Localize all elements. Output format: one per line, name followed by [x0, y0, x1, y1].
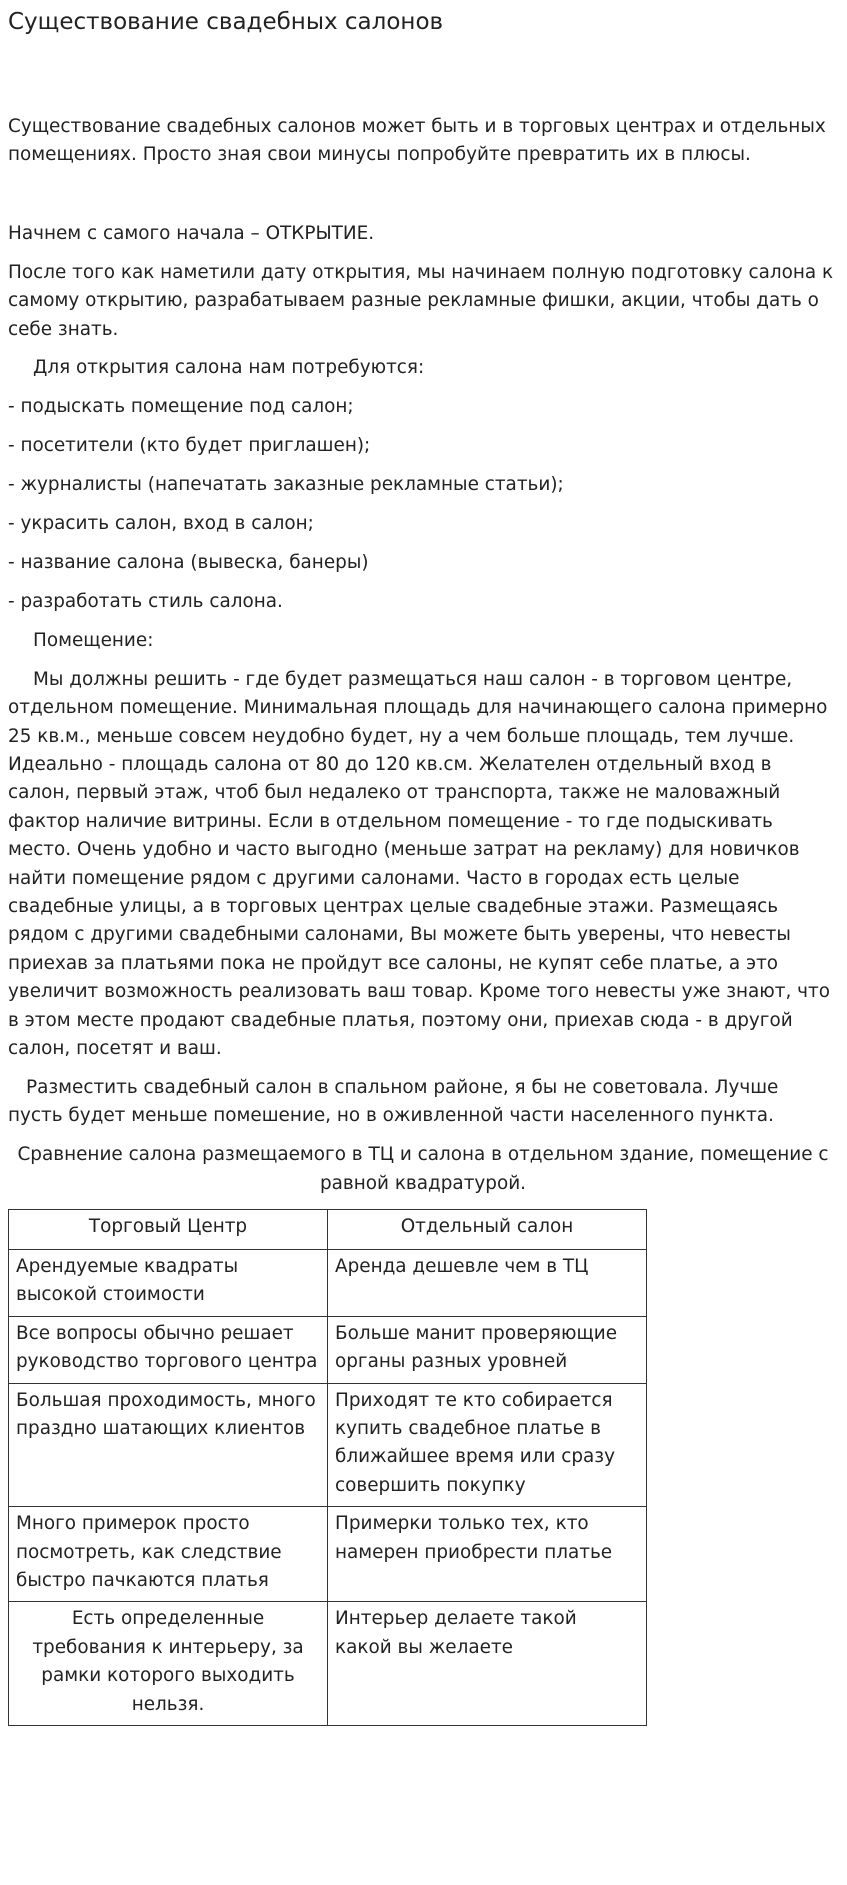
table-cell: Примерки только тех, кто намерен приобрести платье	[328, 1507, 647, 1602]
advice-paragraph: Разместить свадебный салон в спальном районе, я бы не советовала. Лучше пусть будет меньше помешение, но в оживленной части населенного пункта.	[8, 1076, 779, 1127]
needs-list	[8, 393, 838, 616]
premises-heading: Помещение:	[33, 629, 154, 651]
table-header-cell: Отдельный салон	[328, 1209, 647, 1249]
table-row	[9, 1507, 647, 1602]
table-cell: Есть определенные требования к интерьеру, за рамки которого выходить нельзя.	[9, 1602, 328, 1726]
list-item: - подыскать помещение под салон;	[8, 396, 354, 418]
list-item: - разработать стиль салона.	[8, 590, 283, 612]
table-cell: Большая проходимость, много праздно шатающих клиентов	[9, 1383, 328, 1507]
article-title: Существование свадебных салонов	[8, 9, 444, 35]
premises-paragraph: Мы должны решить - где будет размещаться наш салон - в торговом центре, отдельном помещение. Минимальная площадь для начинающего салона примерно 25 кв.м., меньше совсем неудобно будет, ну а чем больше площадь, тем лучше. Идеально - площадь салона от 80 до 120 кв.см. Желателен отдельный вход в салон, первый этаж, чтоб был недалеко от транспорта, также не маловажный фактор наличие витрины. Если в отдельном помещение - то где подыскивать место. Очень удобно и часто выгодно (меньше затрат на рекламу) для новичков найти помещение рядом с другими салонами. Часто в городах есть целые свадебные улицы, а в торговых центрах целые свадебные этажи. Размещаясь рядом с другими свадебными салонами, Вы можете быть уверены, что невесты приехав за платьями пока не пройдут все салоны, не купят себе платье, а это увеличит возможность реализовать ваш товар. Кроме того невесты уже знают, что в этом месте продают свадебные платья, поэтому они, приехав сюда - в другой салон, посетят и ваш.	[8, 668, 831, 1059]
list-item: - журналисты (напечатать заказные рекламные статьи);	[8, 474, 564, 496]
table-cell: Интерьер делаете такой какой вы желаете	[328, 1602, 647, 1726]
list-item: - украсить салон, вход в салон;	[8, 513, 314, 535]
comparison-caption: Сравнение салона размещаемого в ТЦ и салона в отдельном здание, помещение с равной квадратурой.	[17, 1144, 829, 1194]
table-row	[9, 1383, 647, 1507]
table-row	[9, 1249, 647, 1316]
table-row	[9, 1602, 647, 1726]
opening-paragraph: После того как наметили дату открытия, мы начинаем полную подготовку салона к самому открытию, разрабатываем разные рекламные фишки, акции, чтобы дать о себе знать.	[8, 261, 834, 340]
comparison-table	[8, 1209, 647, 1727]
table-header-cell: Торговый Центр	[9, 1209, 328, 1249]
table-header-row	[9, 1209, 647, 1249]
table-row	[9, 1316, 647, 1383]
intro-paragraph: Существование свадебных салонов может быть и в торговых центрах и отдельных помещениях. Просто зная свои минусы попробуйте превратить их в плюсы.	[8, 116, 826, 166]
table-cell: Приходят те кто собирается купить свадебное платье в ближайшее время или сразу совершить покупку	[328, 1383, 647, 1507]
table-cell: Арендуемые квадраты высокой стоимости	[9, 1249, 328, 1316]
table-cell: Больше манит проверяющие органы разных уровней	[328, 1316, 647, 1383]
table-cell: Много примерок просто посмотреть, как следствие быстро пачкаются платья	[9, 1507, 328, 1602]
needs-heading: Для открытия салона нам потребуются:	[33, 357, 425, 379]
list-item: - посетители (кто будет приглашен);	[8, 435, 371, 457]
list-item: - название салона (вывеска, банеры)	[8, 551, 369, 573]
table-cell: Аренда дешевле чем в ТЦ	[328, 1249, 647, 1316]
opening-heading: Начнем с самого начала – ОТКРЫТИЕ.	[8, 222, 375, 244]
table-cell: Все вопросы обычно решает руководство торгового центра	[9, 1316, 328, 1383]
article	[8, 8, 838, 1726]
